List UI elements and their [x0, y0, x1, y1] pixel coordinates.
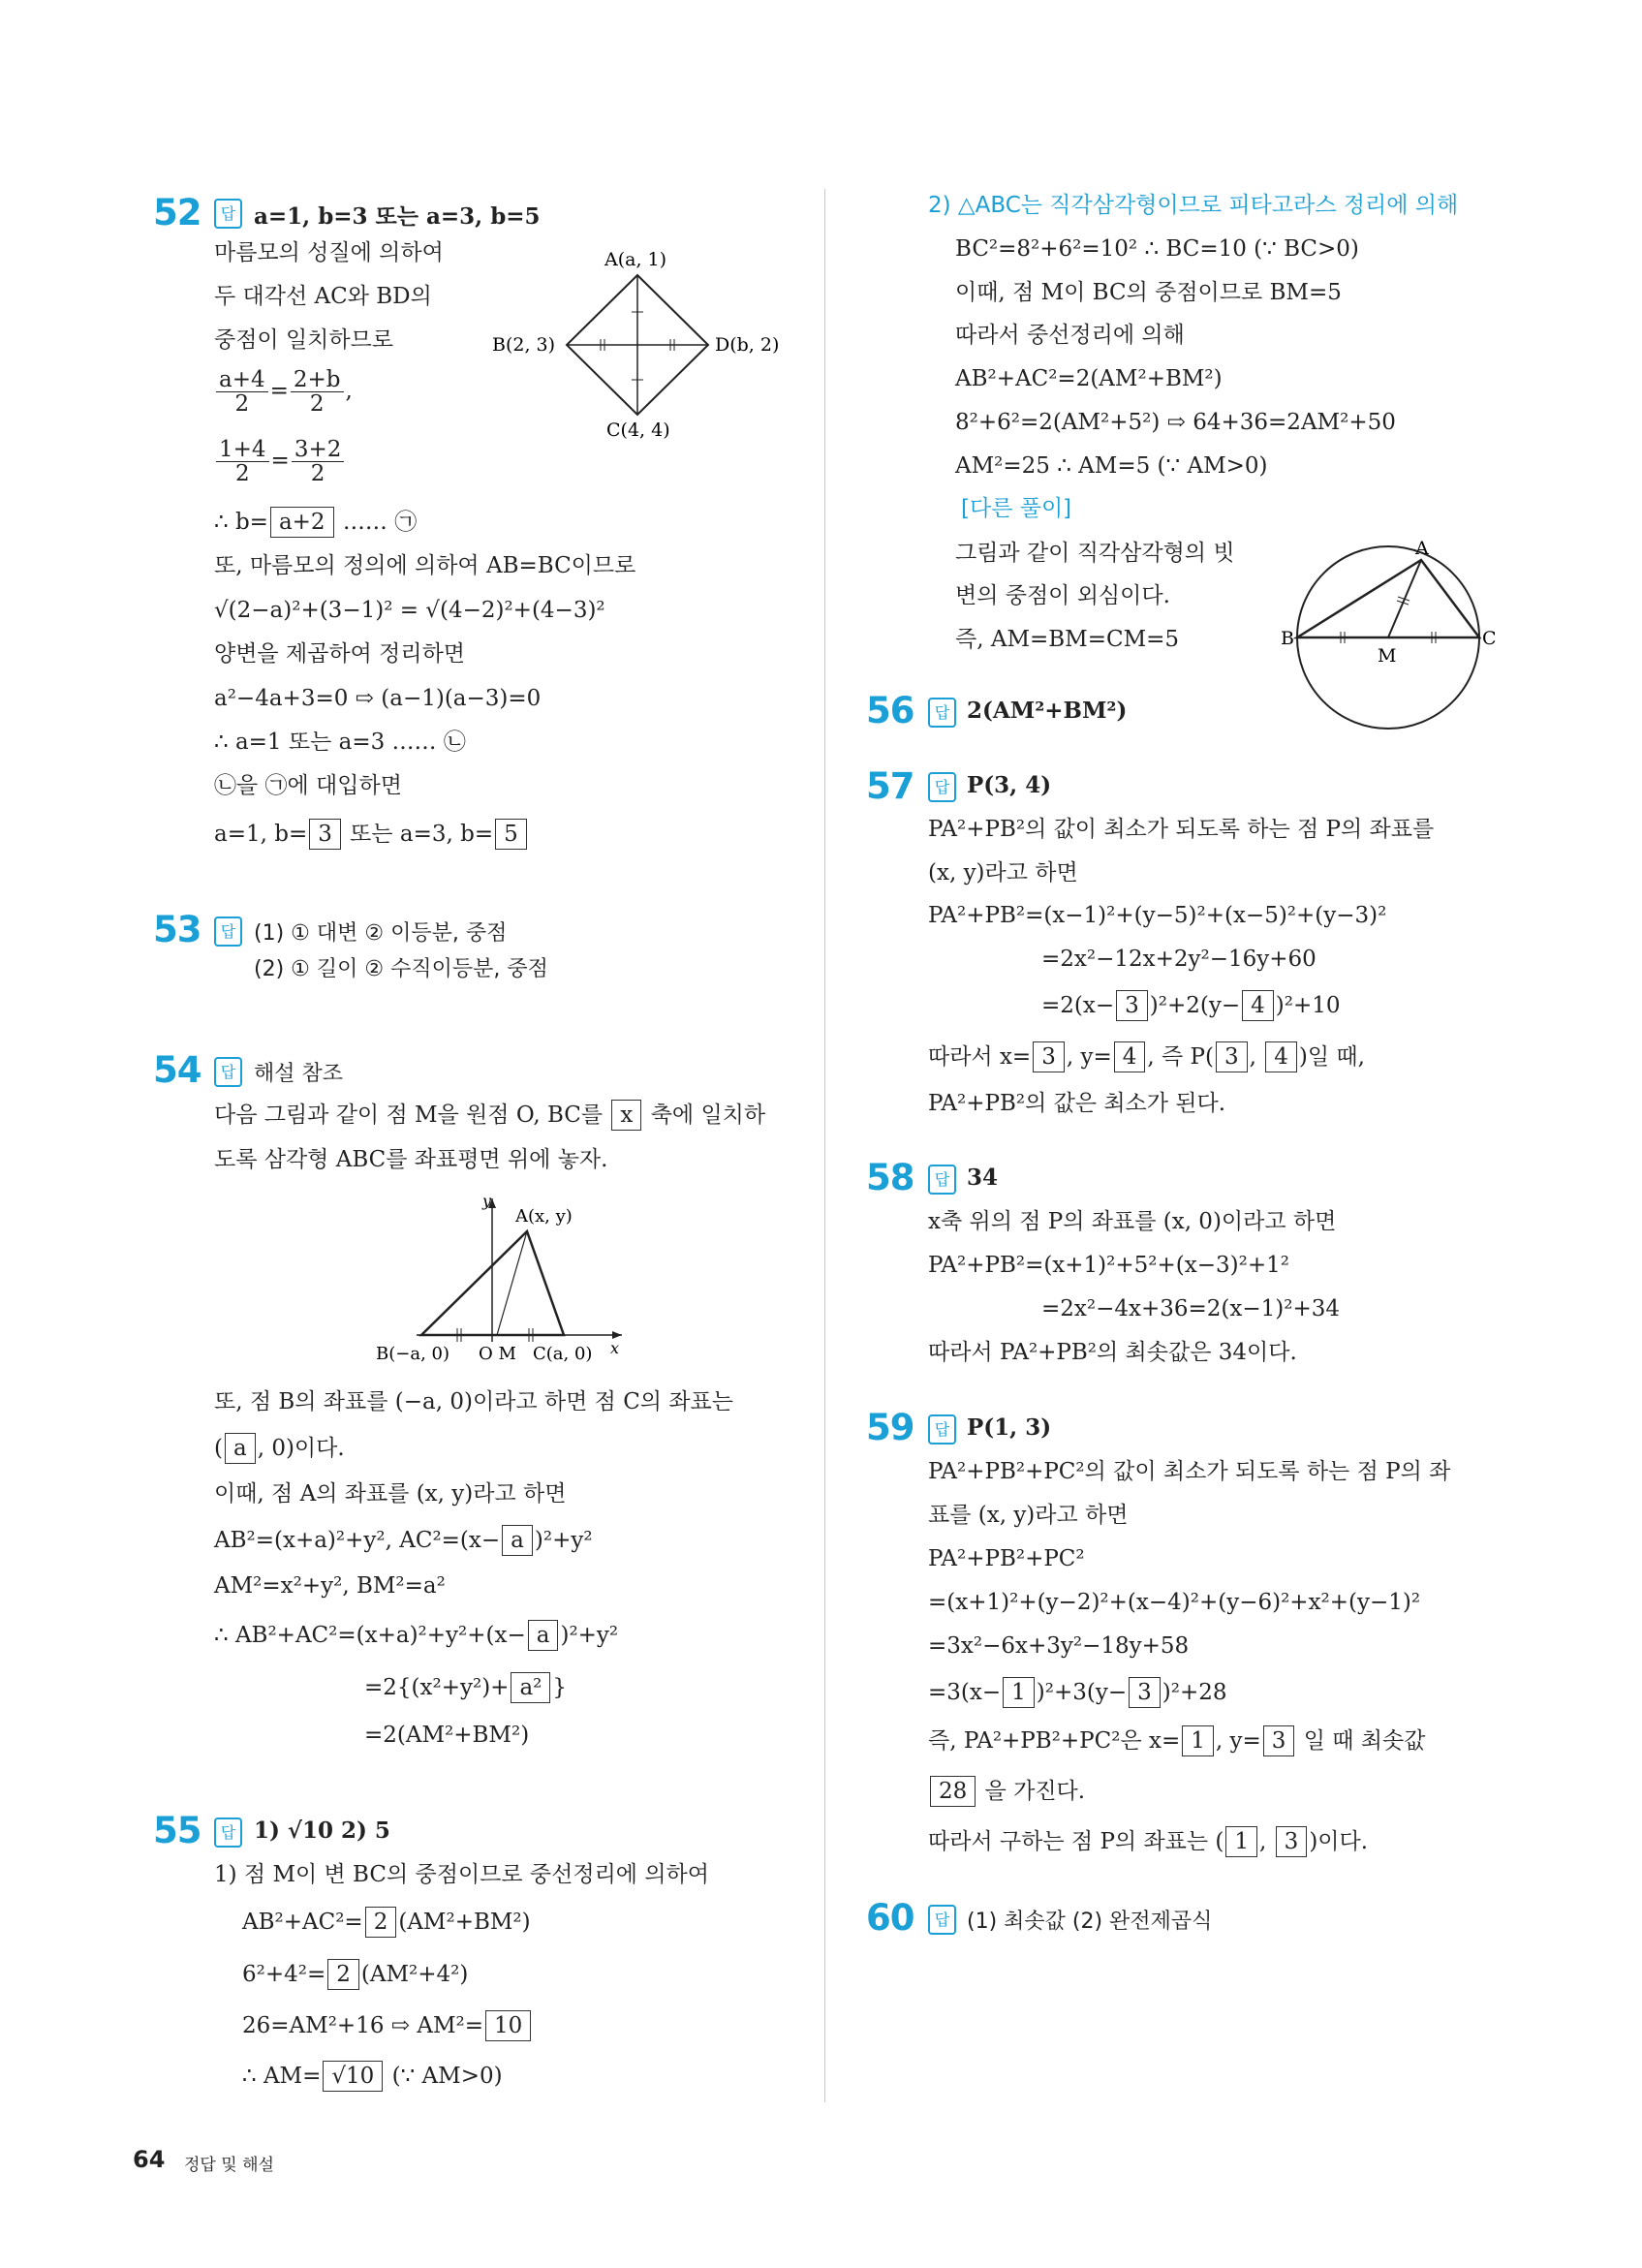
fraction: $\frac{a+4}{2}$	[216, 368, 268, 416]
footer-label: 정답 및 해설	[184, 2156, 274, 2175]
label-y: y	[482, 1192, 492, 1210]
label-c: C(4, 4)	[606, 419, 670, 441]
text-line: 따라서 구하는 점 P의 좌표는 ( 1 , 3 )이다.	[928, 1826, 1368, 1857]
text-line: ∴ AB²+AC²=(x+a)²+y²+(x− a )²+y²	[214, 1620, 618, 1651]
text-line: 이때, 점 M이 BC의 중점이므로 BM=5	[955, 280, 1342, 305]
text-line: a=1, b= 3 또는 a=3, b= 5	[214, 819, 529, 850]
answer-box: x	[611, 1100, 641, 1131]
fraction: $\frac{3+2}{2}$	[292, 438, 345, 485]
text-line: (x, y)라고 하면	[928, 860, 1078, 885]
text-line: 따라서 PA²+PB²의 최솟값은 34이다.	[928, 1340, 1297, 1365]
text-line: 따라서 중선정리에 의해	[955, 323, 1185, 348]
label-b: B(−a, 0)	[376, 1344, 449, 1364]
text-line: PA²+PB²=(x−1)²+(y−5)²+(x−5)²+(y−3)²	[928, 903, 1387, 928]
text-line: =3x²−6x+3y²−18y+58	[928, 1633, 1190, 1659]
answer-box: 3	[309, 819, 341, 850]
text-line: PA²+PB²의 값은 최소가 된다.	[928, 1091, 1226, 1116]
circumcircle-figure	[1279, 533, 1521, 731]
x-axis-arrow	[612, 1331, 622, 1339]
column-divider	[824, 189, 825, 2102]
text-line: 두 대각선 AC와 BD의	[214, 284, 432, 309]
answer-box: 3	[1129, 1677, 1161, 1708]
text-line: √(2−a)²+(3−1)² = √(4−2)²+(4−3)²	[214, 598, 605, 623]
answer-box: 5	[495, 819, 527, 850]
alt-solution-label: [다른 풀이]	[961, 496, 1072, 521]
label-om: O M	[479, 1344, 516, 1364]
problem-number-60: 60	[866, 1897, 914, 1939]
label-a: A(x, y)	[515, 1206, 573, 1227]
answer-box: a	[502, 1525, 533, 1556]
text-line: 26=AM²+16 ⇨ AM²= 10	[242, 2010, 533, 2041]
answer-box: a	[225, 1433, 256, 1464]
answer-box: 4	[1242, 990, 1274, 1021]
text-line: 28 을 가진다.	[928, 1776, 1085, 1807]
text-line: 따라서 x= 3 , y= 4 , 즉 P( 3 , 4 )일 때,	[928, 1041, 1365, 1072]
answer-box: a+2	[270, 507, 334, 538]
text-line: ∴ b= a+2 …… ㉠	[214, 507, 417, 538]
answer-57: P(3, 4)	[967, 772, 1052, 798]
text-line: 즉, AM=BM=CM=5	[955, 627, 1180, 652]
problem-number-59: 59	[866, 1407, 914, 1448]
text-line: 즉, PA²+PB²+PC²은 x= 1 , y= 3 일 때 최솟값	[928, 1725, 1425, 1756]
text-line: BC²=8²+6²=10² ∴ BC=10 (∵ BC>0)	[955, 236, 1359, 262]
fraction-equation: $\frac{a+4}{2}$ = $\frac{2+b}{2}$ ,	[214, 368, 353, 416]
fraction-equation: $\frac{1+4}{2}$ = $\frac{3+2}{2}$	[214, 438, 346, 485]
label-a: A(a, 1)	[604, 249, 667, 270]
text-line: a²−4a+3=0 ⇨ (a−1)(a−3)=0	[214, 686, 542, 711]
text-line: ㉡을 ㉠에 대입하면	[214, 773, 402, 798]
text-line: =2(AM²+BM²)	[364, 1723, 530, 1748]
rhombus-figure	[484, 242, 804, 455]
answer-box: 2	[327, 1959, 359, 1990]
page-number: 64	[133, 2146, 166, 2173]
text-line: =2x²−4x+36=2(x−1)²+34	[1041, 1296, 1340, 1321]
answer-56: 2(AM²+BM²)	[967, 698, 1128, 724]
problem-number-55: 55	[153, 1810, 201, 1851]
text-line: 또, 점 B의 좌표를 (−a, 0)이라고 하면 점 C의 좌표는	[214, 1389, 733, 1414]
problem-number-53: 53	[153, 909, 201, 950]
fraction: $\frac{1+4}{2}$	[216, 438, 269, 485]
answer-tag: 답	[928, 1165, 956, 1195]
text-line: AB²=(x+a)²+y², AC²=(x− a )²+y²	[214, 1525, 593, 1556]
answer-box: 4	[1265, 1041, 1297, 1072]
text-line: PA²+PB²의 값이 최소가 되도록 하는 점 P의 좌표를	[928, 817, 1435, 842]
text-line: 도록 삼각형 ABC를 좌표평면 위에 놓자.	[214, 1147, 608, 1172]
answer-tag: 답	[214, 917, 242, 947]
problem-number-54: 54	[153, 1049, 201, 1091]
answer-box: 2	[365, 1907, 397, 1938]
answer-tag: 답	[928, 698, 956, 728]
label-m: M	[1378, 645, 1397, 667]
answer-tag: 답	[928, 1905, 956, 1935]
text-line: 6²+4²= 2 (AM²+4²)	[242, 1959, 468, 1990]
label-b: B	[1281, 628, 1294, 649]
answer-tag: 답	[214, 1057, 242, 1087]
text-line: PA²+PB²+PC²	[928, 1546, 1085, 1571]
coordinate-triangle-figure	[368, 1187, 639, 1371]
text-line: 그림과 같이 직각삼각형의 빗	[955, 541, 1235, 566]
answer-box: a	[528, 1620, 559, 1651]
problem-number-56: 56	[866, 690, 914, 731]
text-line: PA²+PB²=(x+1)²+5²+(x−3)²+1²	[928, 1253, 1289, 1278]
fraction: $\frac{2+b}{2}$	[291, 368, 344, 416]
answer-tag: 답	[928, 1414, 956, 1445]
label-c: C	[1482, 628, 1497, 649]
text-line: 1) 점 M이 변 BC의 중점이므로 중선정리에 의하여	[214, 1862, 709, 1887]
text-line: 양변을 제곱하여 정리하면	[214, 641, 466, 667]
text-line: =2{(x²+y²)+ a² }	[364, 1672, 567, 1703]
problem-number-52: 52	[153, 192, 201, 233]
answer-box: a²	[511, 1672, 550, 1703]
text-line: 8²+6²=2(AM²+5²) ⇨ 64+36=2AM²+50	[955, 410, 1396, 435]
answer-box: 3	[1033, 1041, 1065, 1072]
answer-box: 3	[1263, 1725, 1295, 1756]
text-line: x축 위의 점 P의 좌표를 (x, 0)이라고 하면	[928, 1209, 1337, 1234]
text-line: AB²+AC²=2(AM²+BM²)	[955, 366, 1223, 391]
text-line: 다음 그림과 같이 점 M을 원점 O, BC를 x 축에 일치하	[214, 1100, 765, 1131]
answer-59: P(1, 3)	[967, 1414, 1052, 1441]
answer-tag: 답	[214, 1818, 242, 1848]
answer-box: 1	[1225, 1826, 1257, 1857]
label-b: B(2, 3)	[492, 334, 556, 356]
answer-tag: 답	[214, 199, 242, 229]
text-line: =2(x− 3 )²+2(y− 4 )²+10	[1041, 990, 1340, 1021]
text-line: 표를 (x, y)라고 하면	[928, 1503, 1129, 1528]
label-x: x	[610, 1339, 620, 1357]
answer-53-2: (2) ① 길이 ② 수직이등분, 중점	[254, 957, 548, 981]
answer-54: 해설 참조	[254, 1062, 344, 1086]
text-line: ( a , 0)이다.	[214, 1433, 345, 1464]
text-line: =2x²−12x+2y²−16y+60	[1041, 947, 1317, 972]
answer-box: 3	[1216, 1041, 1248, 1072]
text-line: AM²=x²+y², BM²=a²	[214, 1573, 446, 1599]
text-line: 2) △ABC는 직각삼각형이므로 피타고라스 정리에 의해	[928, 193, 1459, 218]
answer-52: a=1, b=3 또는 a=3, b=5	[254, 203, 541, 230]
text-line: 또, 마름모의 정의에 의하여 AB=BC이므로	[214, 553, 636, 578]
answer-58: 34	[967, 1165, 999, 1191]
problem-number-58: 58	[866, 1157, 914, 1198]
answer-box: 3	[1116, 990, 1148, 1021]
text-line: 이때, 점 A의 좌표를 (x, y)라고 하면	[214, 1481, 567, 1507]
answer-box: 3	[1276, 1826, 1308, 1857]
label-d: D(b, 2)	[715, 334, 780, 356]
text-line: AB²+AC²= 2 (AM²+BM²)	[242, 1907, 531, 1938]
text-line: AM²=25 ∴ AM=5 (∵ AM>0)	[955, 453, 1268, 479]
text-line: 마름모의 성질에 의하여	[214, 240, 444, 265]
answer-box: √10	[323, 2061, 383, 2092]
answer-55: 1) √10 2) 5	[254, 1818, 390, 1844]
text-line: =(x+1)²+(y−2)²+(x−4)²+(y−6)²+x²+(y−1)²	[928, 1590, 1421, 1615]
answer-60: (1) 최솟값 (2) 완전제곱식	[967, 1910, 1213, 1934]
text-line: ∴ AM= √10 (∵ AM>0)	[242, 2061, 503, 2092]
text-line: PA²+PB²+PC²의 값이 최소가 되도록 하는 점 P의 좌	[928, 1459, 1451, 1484]
answer-box: 10	[485, 2010, 531, 2041]
text-line: 변의 중점이 외심이다.	[955, 583, 1170, 608]
answer-box: 28	[930, 1776, 976, 1807]
problem-number-57: 57	[866, 765, 914, 807]
answer-box: 1	[1182, 1725, 1214, 1756]
label-a: A	[1415, 538, 1429, 559]
text-line: 중점이 일치하므로	[214, 327, 394, 353]
text-line: =3(x− 1 )²+3(y− 3 )²+28	[928, 1677, 1226, 1708]
text-line: ∴ a=1 또는 a=3 …… ㉡	[214, 730, 466, 755]
answer-box: 4	[1114, 1041, 1146, 1072]
answer-tag: 답	[928, 772, 956, 802]
answer-box: 1	[1003, 1677, 1035, 1708]
answer-53-1: (1) ① 대변 ② 이등분, 중점	[254, 921, 508, 946]
label-c: C(a, 0)	[533, 1344, 593, 1364]
